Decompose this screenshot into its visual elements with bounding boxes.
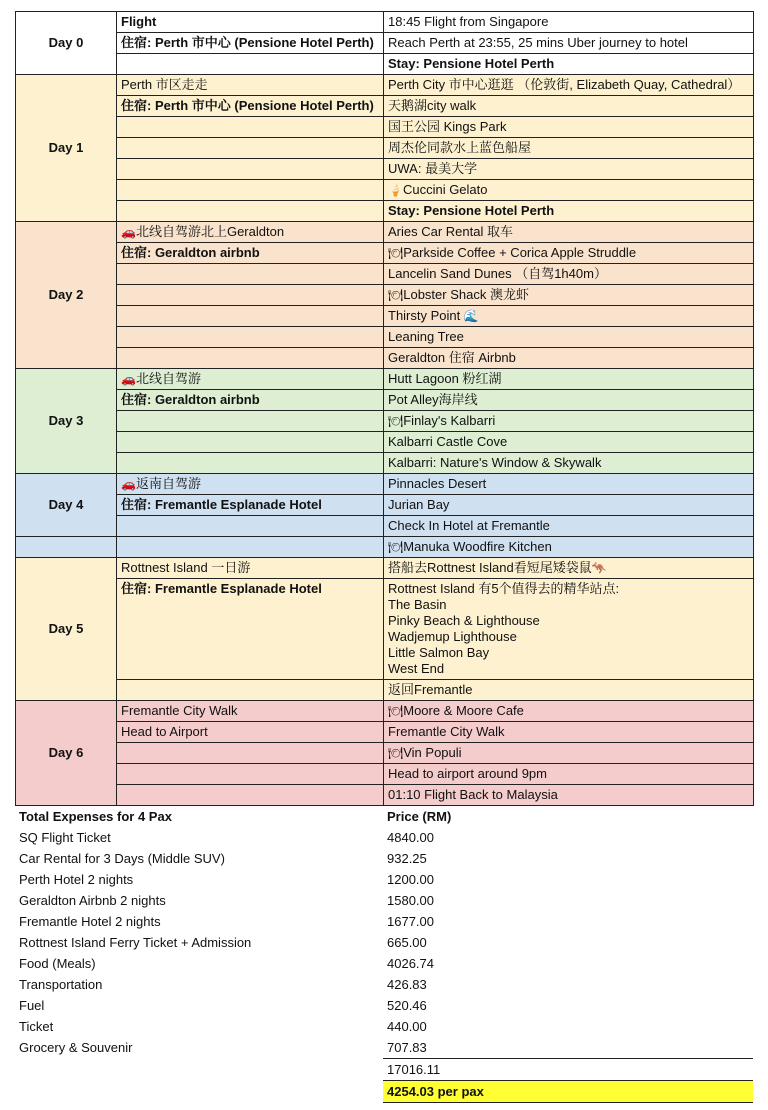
table-row — [16, 743, 754, 764]
activity-cell — [117, 764, 384, 785]
plate-icon: 🍽 — [388, 246, 404, 260]
per-pax-row — [15, 1081, 753, 1103]
detail-line: West End — [388, 661, 445, 676]
table-row — [16, 96, 754, 117]
expense-price: 4840.00 — [387, 830, 434, 845]
detail-cell: Reach Perth at 23:55, 25 mins Uber journey to hotel — [384, 33, 754, 54]
table-row — [16, 474, 754, 495]
activity-cell: 住宿: Geraldton airbnb — [117, 243, 384, 264]
detail-cell: Head to airport around 9pm — [384, 764, 754, 785]
detail-cell: 🍽Lobster Shack 澳龙虾 — [384, 285, 754, 306]
detail-cell: 国王公园 Kings Park — [384, 117, 754, 138]
detail-cell: Stay: Pensione Hotel Perth — [384, 201, 754, 222]
table-row — [16, 54, 754, 75]
detail-cell: 周杰伦同款水上蓝色船屋 — [384, 138, 754, 159]
detail-cell: Kalbarri: Nature's Window & Skywalk — [384, 453, 754, 474]
expense-row — [15, 827, 753, 848]
detail-cell: Pot Alley海岸线 — [384, 390, 754, 411]
detail-cell: 🍽Vin Populi — [384, 743, 754, 764]
detail-cell: Hutt Lagoon 粉红湖 — [384, 369, 754, 390]
ice-cream-icon: 🍦 — [388, 183, 403, 197]
expenses-title: Total Expenses for 4 Pax — [19, 809, 172, 824]
activity-cell: Head to Airport — [117, 722, 384, 743]
table-row — [16, 537, 754, 558]
expense-price: 440.00 — [387, 1019, 427, 1034]
table-row — [16, 285, 754, 306]
activity-cell — [117, 516, 384, 537]
expense-price: 1200.00 — [387, 872, 434, 887]
table-row — [16, 411, 754, 432]
activity-cell: Perth 市区走走 — [117, 75, 384, 96]
detail-cell: Stay: Pensione Hotel Perth — [384, 54, 754, 75]
detail-cell: Leaning Tree — [384, 327, 754, 348]
activity-cell — [117, 159, 384, 180]
activity-cell — [117, 138, 384, 159]
detail-cell: 🍽Finlay's Kalbarri — [384, 411, 754, 432]
detail-line: The Basin — [388, 597, 447, 612]
price-header: Price (RM) — [387, 809, 452, 824]
activity-cell — [117, 117, 384, 138]
detail-cell: Geraldton 住宿 Airbnb — [384, 348, 754, 369]
table-row — [16, 222, 754, 243]
table-row — [16, 558, 754, 579]
expense-name: Geraldton Airbnb 2 nights — [19, 893, 166, 908]
total-label-empty — [15, 1059, 383, 1081]
expense-price: 707.83 — [387, 1040, 427, 1055]
detail-cell: 🍽Parkside Coffee + Corica Apple Struddle — [384, 243, 754, 264]
table-row — [16, 722, 754, 743]
expense-name: Food (Meals) — [19, 956, 96, 971]
detail-cell: 01:10 Flight Back to Malaysia — [384, 785, 754, 806]
wave-icon: 🌊 — [463, 309, 479, 323]
day-1-label: Day 1 — [16, 75, 117, 222]
table-row — [16, 516, 754, 537]
activity-cell — [117, 785, 384, 806]
day-cell-empty — [16, 537, 117, 558]
activity-cell: 住宿: Fremantle Esplanade Hotel — [117, 495, 384, 516]
expense-name: Ticket — [19, 1019, 54, 1034]
activity-cell: 住宿: Fremantle Esplanade Hotel — [117, 579, 384, 680]
expense-name: Grocery & Souvenir — [19, 1040, 133, 1056]
detail-line: Pinky Beach & Lighthouse — [388, 613, 540, 628]
activity-cell: 🚗北线自驾游北上Geraldton — [117, 222, 384, 243]
expense-row — [15, 911, 753, 932]
detail-cell: Perth City 市中心逛逛 （伦敦街, Elizabeth Quay, Cathedral） — [384, 75, 754, 96]
detail-cell: Kalbarri Castle Cove — [384, 432, 754, 453]
detail-line: Rottnest Island 有5个值得去的精华站点: — [388, 581, 620, 596]
table-row — [16, 138, 754, 159]
table-row — [16, 348, 754, 369]
expense-name: Transportation — [19, 977, 103, 992]
expense-name: Car Rental for 3 Days (Middle SUV) — [19, 851, 225, 866]
expense-price: 665.00 — [387, 935, 427, 950]
itinerary-table — [15, 11, 754, 806]
activity-cell — [117, 432, 384, 453]
plate-icon: 🍽 — [388, 288, 404, 302]
detail-cell: 18:45 Flight from Singapore — [384, 12, 754, 33]
total-row — [15, 1059, 753, 1081]
activity-cell: Fremantle City Walk — [117, 701, 384, 722]
plate-icon: 🍽 — [388, 746, 404, 760]
table-row — [16, 680, 754, 701]
expense-name: SQ Flight Ticket — [19, 830, 111, 845]
detail-cell: 返回Fremantle — [384, 680, 754, 701]
detail-cell: 天鹅湖city walk — [384, 96, 754, 117]
activity-cell: Rottnest Island 一日游 — [117, 558, 384, 579]
day-5-label: Day 5 — [16, 558, 117, 701]
detail-cell: Aries Car Rental 取车 — [384, 222, 754, 243]
table-row — [16, 159, 754, 180]
expense-row — [15, 953, 753, 974]
detail-cell: Lancelin Sand Dunes （自驾1h40m） — [384, 264, 754, 285]
activity-cell — [117, 306, 384, 327]
detail-cell: 🍦Cuccini Gelato — [384, 180, 754, 201]
expenses-header-row — [15, 806, 753, 827]
activity-cell — [117, 453, 384, 474]
plate-icon: 🍽 — [388, 414, 404, 428]
day-3-label: Day 3 — [16, 369, 117, 474]
table-row — [16, 369, 754, 390]
expenses-table — [15, 806, 753, 1103]
detail-cell: Check In Hotel at Fremantle — [384, 516, 754, 537]
table-row — [16, 117, 754, 138]
plate-icon: 🍽 — [388, 704, 404, 718]
expense-row — [15, 932, 753, 953]
activity-cell — [117, 201, 384, 222]
table-row — [16, 701, 754, 722]
total-value: 17016.11 — [383, 1059, 753, 1081]
detail-cell: 🍽Moore & Moore Cafe — [384, 701, 754, 722]
activity-cell: 🚗返南自驾游 — [117, 474, 384, 495]
expense-name: Rottnest Island Ferry Ticket + Admission — [19, 935, 252, 950]
table-row — [16, 579, 754, 680]
activity-cell — [117, 743, 384, 764]
table-row — [16, 327, 754, 348]
table-row — [16, 764, 754, 785]
table-row — [16, 264, 754, 285]
activity-cell: 住宿: Perth 市中心 (Pensione Hotel Perth) — [117, 33, 384, 54]
table-row — [16, 453, 754, 474]
detail-cell: 🍽Manuka Woodfire Kitchen — [384, 537, 754, 558]
expense-row — [15, 848, 753, 869]
activity-cell — [117, 680, 384, 701]
activity-cell — [117, 180, 384, 201]
car-icon: 🚗 — [121, 225, 136, 239]
table-row — [16, 390, 754, 411]
expense-row — [15, 869, 753, 890]
day-2-label: Day 2 — [16, 222, 117, 369]
table-row — [16, 785, 754, 806]
detail-line: Wadjemup Lighthouse — [388, 629, 517, 644]
expense-name: Fuel — [19, 998, 45, 1013]
expense-price: 1677.00 — [387, 914, 434, 929]
expense-price: 1580.00 — [387, 893, 434, 908]
detail-cell: UWA: 最美大学 — [384, 159, 754, 180]
day-0-label: Day 0 — [16, 12, 117, 75]
expense-price: 4026.74 — [387, 956, 434, 971]
kangaroo-icon: 🦘 — [591, 561, 607, 575]
detail-cell: Jurian Bay — [384, 495, 754, 516]
detail-cell: Fremantle City Walk — [384, 722, 754, 743]
day-6-label: Day 6 — [16, 701, 117, 806]
expense-name: Perth Hotel 2 nights — [19, 872, 134, 887]
table-row — [16, 243, 754, 264]
activity-cell — [117, 264, 384, 285]
activity-cell: 🚗北线自驾游 — [117, 369, 384, 390]
table-row — [16, 33, 754, 54]
activity-cell — [117, 285, 384, 306]
table-row — [16, 432, 754, 453]
activity-cell: 住宿: Perth 市中心 (Pensione Hotel Perth) — [117, 96, 384, 117]
day-4-label: Day 4 — [16, 474, 117, 537]
table-row — [16, 180, 754, 201]
detail-cell: 搭船去Rottnest Island看短尾矮袋鼠🦘 — [384, 558, 754, 579]
detail-line: Little Salmon Bay — [388, 645, 490, 660]
car-icon: 🚗 — [121, 372, 136, 386]
table-row — [16, 201, 754, 222]
expense-row — [15, 1037, 753, 1059]
expense-name: Fremantle Hotel 2 nights — [19, 914, 161, 929]
detail-cell: Pinnacles Desert — [384, 474, 754, 495]
expense-row — [15, 1016, 753, 1037]
per-pax-label-empty — [15, 1081, 383, 1103]
detail-cell: Thirsty Point 🌊 — [384, 306, 754, 327]
car-icon: 🚗 — [121, 477, 136, 491]
activity-cell — [117, 327, 384, 348]
itinerary-sheet — [15, 11, 754, 1103]
activity-cell — [117, 348, 384, 369]
table-row — [16, 495, 754, 516]
table-row — [16, 12, 754, 33]
expense-row — [15, 974, 753, 995]
detail-cell-multiline — [384, 579, 754, 680]
per-pax-value: 4254.03 per pax — [383, 1081, 753, 1103]
expense-row — [15, 890, 753, 911]
activity-cell — [117, 411, 384, 432]
activity-cell: Flight — [117, 12, 384, 33]
activity-cell: 住宿: Geraldton airbnb — [117, 390, 384, 411]
table-row — [16, 306, 754, 327]
expense-price: 426.83 — [387, 977, 427, 992]
plate-icon: 🍽 — [388, 540, 404, 554]
expense-price: 520.46 — [387, 998, 427, 1013]
expense-row — [15, 995, 753, 1016]
activity-cell — [117, 537, 384, 558]
activity-cell — [117, 54, 384, 75]
table-row — [16, 75, 754, 96]
expense-price: 932.25 — [387, 851, 427, 866]
